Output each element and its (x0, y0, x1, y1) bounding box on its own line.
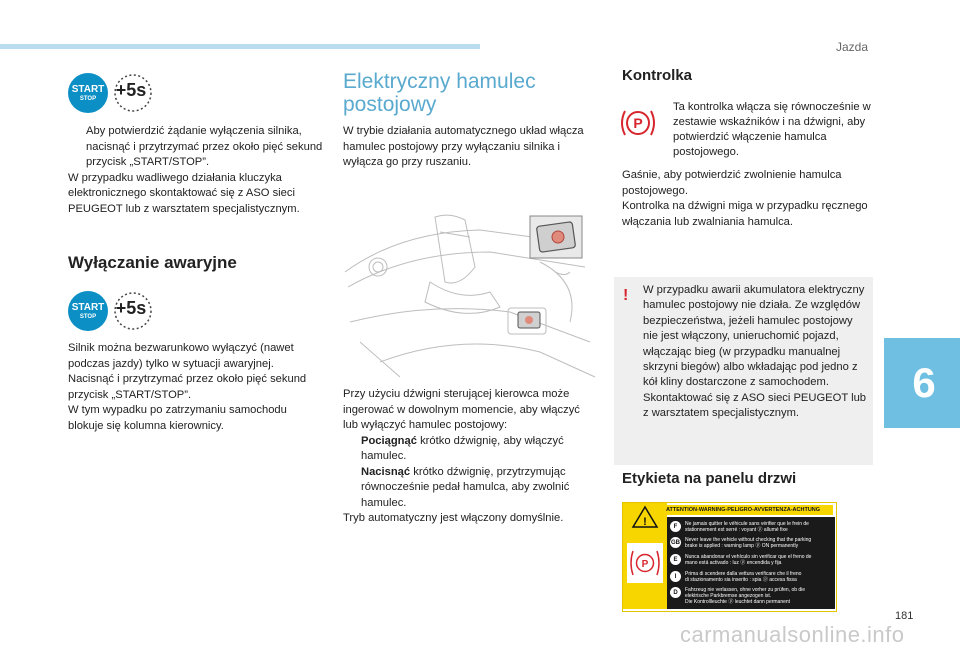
bullet-icon (343, 465, 361, 512)
label-text-panel: F Ne jamais quitter le véhicule sans vérifier que le frein de stationnement est serré : voyant ⓟ allumé fixe GB Never leave the vehicle without checking that the parking brake is applied : warning lamp ⓟ ON permanently E Nunca abandonar el vehículo sin verificar que el freno de mano está activado : luz ⓟ encendida y fija I Prima di scendere dalla vettura verificare che il freno di stazionamento sia inserito : spia ⓟ accesa fissa D Fahrzeug nie verlassen, ohne vorher zu prüfen, ob die elektrische Parkbremse angezogen ist. Die Kontrollleuchte ⓟ leuchtet dann permanent (667, 517, 835, 609)
start-stop-button-icon: START STOP (68, 291, 108, 331)
title-electric-parking-brake: Elektryczny hamulec postojowy (343, 70, 536, 116)
parking-brake-warning-icon (618, 106, 658, 140)
page-number: 181 (895, 610, 914, 622)
start-stop-badge (68, 72, 152, 114)
door-panel-label (622, 502, 837, 612)
gear-console-illustration (340, 212, 600, 382)
section-name: Jazda (836, 40, 869, 54)
warning-text: W przypadku awarii akumulatora elektryczny hamulec postojowy nie działa. Ze względów bezpieczeństwa, jeżeli hamulec postojowy nie jest włączony, unieruchomić pojazd, włączając bieg (w przypadku manualnej skrzyni biegów) albo wkładając pod jedno z kół kliny dostarczone z samochodem. Skontaktować się z ASO sieci PEUGEOT lub z warsztatem specjalistycznym. (643, 284, 867, 420)
label-left-panel (623, 503, 667, 609)
label-banner: ATTENTION-WARNING-PELIGRO-AVVERTENZA-ACHTUNG (653, 505, 833, 515)
heading-door-label: Etykieta na panelu drzwi (622, 470, 797, 487)
watermark: carmanualsonline.info (680, 622, 905, 647)
parking-brake-lever (518, 312, 540, 328)
chapter-number: 6 (912, 359, 936, 406)
lamp-behaviour-text: Gaśnie, aby potwierdzić zwolnienie hamulca postojowego. Kontrolka na dźwigni miga w przypadku ręcznego włączania lub zwalniania hamulca. (622, 169, 868, 228)
battery-failure-warning (614, 277, 873, 465)
heading-emergency-stop: Wyłączanie awaryjne (68, 253, 237, 272)
start-stop-button-icon: START STOP (68, 73, 108, 113)
warning-icon: ! (623, 287, 629, 304)
svg-text:P: P (633, 115, 643, 131)
lamp-description: Ta kontrolka włącza się równocześnie w zestawie wskaźników i na dźwigni, aby potwierdzić włączenie hamulca postojowego. (673, 101, 871, 158)
start-stop-badge-2 (68, 290, 152, 332)
heading-warning-lamp: Kontrolka (622, 67, 693, 84)
svg-text:P: P (641, 559, 649, 570)
manual-mode-text: Przy użyciu dźwigni sterującej kierowca może ingerować w dowolnym momencie, aby włączyć lub wyłączyć hamulec postojowy: Pociągnąć krótko dźwignię, aby włączyć hamulec. Nacisnąć krótko dźwignię, przytrzymując równocześnie pedał hamulca, aby zwolnić hamulec. Tryb automatyczny jest włączony domyślnie. (343, 388, 580, 524)
auto-mode-text: W trybie działania automatycznego układ włącza hamulec postojowy przy wyłączaniu silnika i wyłącza go przy ruszaniu. (343, 125, 584, 168)
lever-closeup-inset (528, 214, 584, 260)
emergency-stop-text: Silnik można bezwarunkowo wyłączyć (nawet podczas jazdy) tylko w sytuacji awaryjnej. Nacisnąć i przytrzymać przez około pięć sekund przycisk „START/STOP”. W tym wypadku po zatrzymaniu samochodu blokuje się kolumna kierownicy. (68, 342, 307, 432)
svg-text:!: ! (643, 516, 647, 528)
five-seconds-icon: +5s (110, 290, 152, 332)
bullet-icon (343, 434, 361, 465)
confirm-stop-text: Aby potwierdzić żądanie wyłączenia silnika, nacisnąć i przytrzymać przez około pięć sekund przycisk „START/STOP”. W przypadku wadliwego działania kluczyka elektronicznego skontaktować się z ASO sieci PEUGEOT lub z warsztatem specjalistycznym. (68, 125, 323, 215)
chapter-tab (884, 338, 960, 428)
top-accent-bar (0, 44, 480, 49)
bullet-icon (68, 124, 86, 171)
five-seconds-icon: +5s (110, 72, 152, 114)
